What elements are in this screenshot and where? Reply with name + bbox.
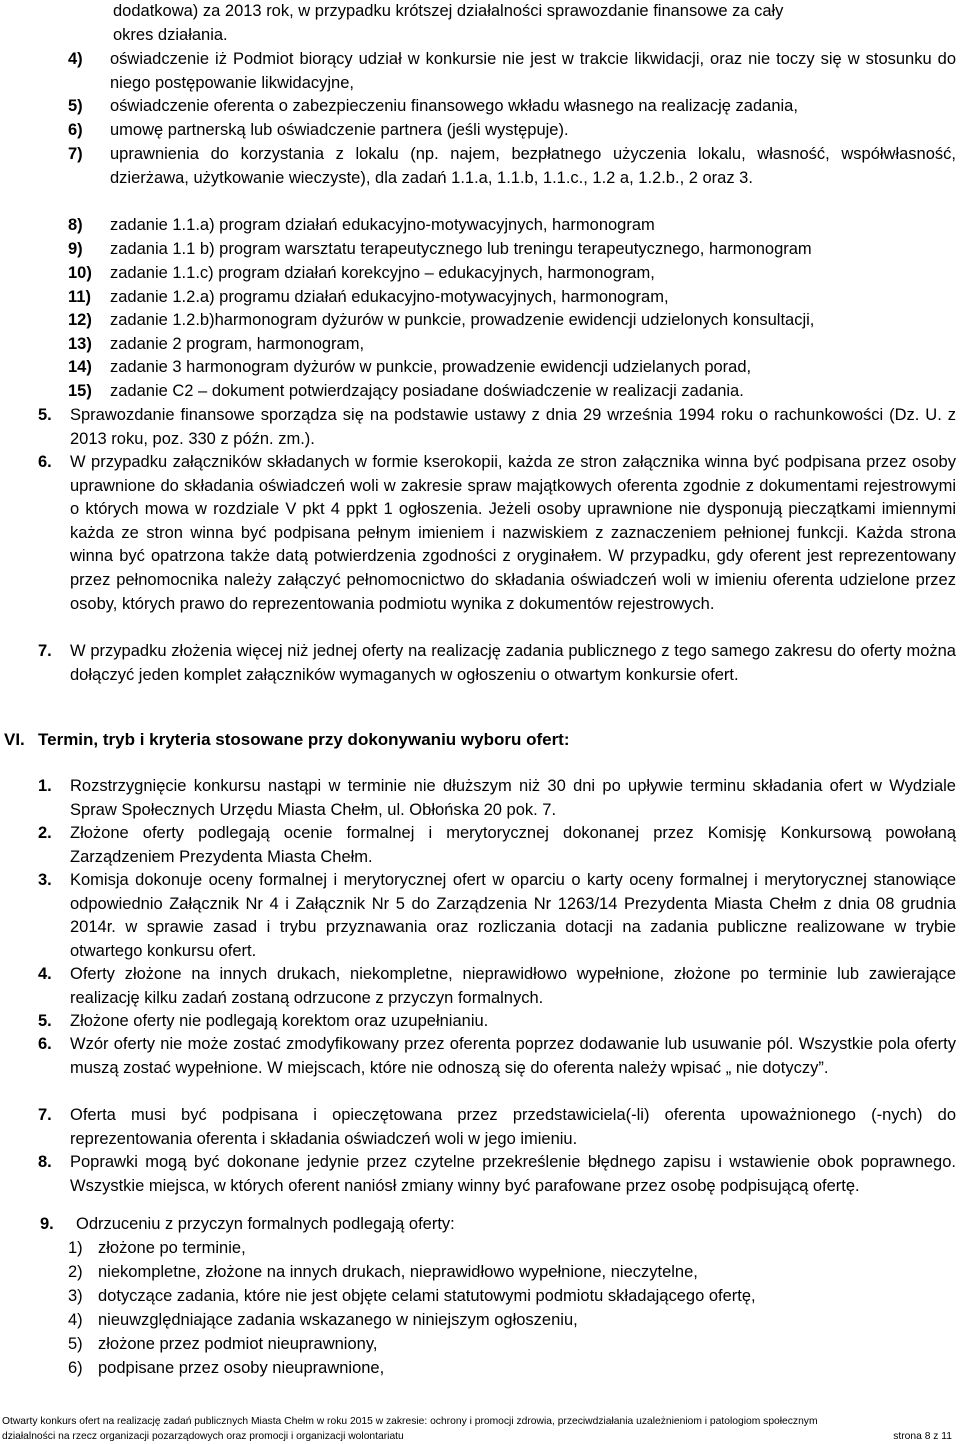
list-item: Komisja dokonuje oceny formalnej i merytorycznej ofert w oparciu o karty oceny formalnej i merytorycznej stanowiące odpowiednio Załącznik Nr 4 i Załącznik Nr 5 do Zarządzenia Nr 1263/14 Prezydenta Miasta Chełm z dnia 08 grudnia 2014r. w sprawie zasad i trybu przyznawania oraz rozliczania dotacji na zadania publiczne realizowane w trybie otwartego konkursu ofert. (70, 871, 956, 960)
page-number: strona 8 z 11 (893, 1431, 952, 1442)
list-item: Oferta musi być podpisana i opieczętowana przez przedstawiciela(-li) oferenta upoważnionego (-nych) do reprezentowania oferenta i składania oświadczeń woli w jego imieniu. (70, 1106, 956, 1148)
list-item: Złożone oferty nie podlegają korektom oraz uzupełnianiu. (70, 1012, 489, 1030)
list-item: Wzór oferty nie może zostać zmodyfikowany przez oferenta poprzez dodawanie lub usuwanie pól. Wszystkie pola oferty muszą zostać wypełnione. W miejscach, które nie odnoszą się do oferenta należy wpisać „ nie dotyczy”. (70, 1035, 956, 1077)
list-item: W przypadku załączników składanych w formie kserokopii, każda ze stron załącznika winna być podpisana przez osoby uprawnione do składania oświadczeń woli w zakresie spraw majątkowych oferenta zgodnie z dokumentami rejestrowymi o których mowa w rozdziale V pkt 4 ppkt 1 ogłoszenia. Jeżeli osoby uprawnione nie dysponują pieczątkami imiennymi każda ze stron winna być podpisana pełnym imieniem i nazwiskiem z zaznaczeniem pełnionej funkcji. Każda strona winna być opatrzona także datą potwierdzenia zgodności z oryginałem. W przypadku, gdy oferent jest reprezentowany przez pełnomocnika należy załączyć pełnomocnictwo do składania oświadczeń woli w imieniu oferenta udzielone przez osoby, których prawo do reprezentowania podmiotu wynika z dokumentów rejestrowych. (70, 453, 956, 613)
list-item: W przypadku złożenia więcej niż jednej oferty na realizację zadania publicznego z tego samego zakresu do oferty można dołączyć jeden komplet załączników wymaganych w ogłoszeniu o otwartym konkursie ofert. (70, 642, 956, 684)
list-item: Rozstrzygnięcie konkursu nastąpi w terminie nie dłuższym niż 30 dni po upływie terminu składania ofert w Wydziale Spraw Społecznych Urzędu Miasta Chełm, ul. Obłońska 20 pok. 7. (70, 777, 956, 819)
list-item: Odrzuceniu z przyczyn formalnych podlegają oferty: (76, 1215, 455, 1233)
list-item: Poprawki mogą być dokonane jedynie przez czytelne przekreślenie błędnego zapisu i wstawienie obok poprawnego. Wszystkie miejsca, w których oferent naniósł zmiany winny być parafowane przez osobę podpisującą ofertę. (70, 1153, 956, 1195)
list-item: Oferty złożone na innych drukach, niekompletne, nieprawidłowo wypełnione, złożone po terminie lub zawierające realizację kilku zadań zostaną odrzucone z przyczyn formalnych. (70, 965, 956, 1007)
list-item: Sprawozdanie finansowe sporządza się na podstawie ustawy z dnia 29 września 1994 roku o rachunkowości (Dz. U. z 2013 roku, poz. 330 z późn. zm.). (70, 406, 956, 448)
continuation-line-1: dodatkowa) za 2013 rok, w przypadku krótszej działalności sprawozdanie finansowe za cały (113, 2, 784, 20)
continuation-line-2: okres działania. (113, 26, 228, 44)
footer-line-2: działalności na rzecz organizacji pozarządowych oraz promocji i organizacji wolontariatu (2, 1431, 404, 1442)
footer-line-1: Otwarty konkurs ofert na realizację zadań publicznych Miasta Chełm w roku 2015 w zakresie: ochrony i promocji zdrowia, przeciwdziałania uzależnieniom i patologiom społecznym (2, 1416, 818, 1427)
list-item: Złożone oferty podlegają ocenie formalnej i merytorycznej dokonanej przez Komisję Konkursową powołaną Zarządzeniem Prezydenta Miasta Chełm. (70, 824, 956, 866)
